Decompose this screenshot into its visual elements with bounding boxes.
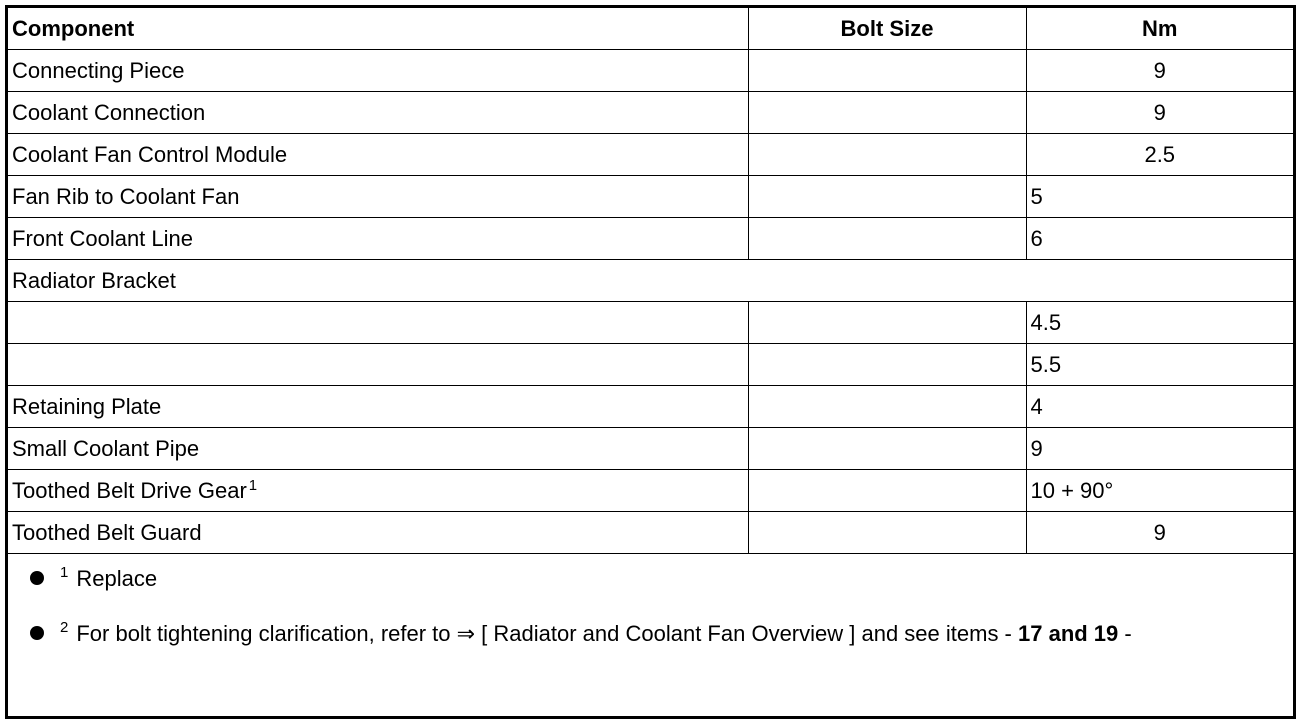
cell-component [8,302,748,344]
cell-nm: 9 [1026,512,1293,554]
cell-nm: 4.5 [1026,302,1293,344]
cell-bolt-size [748,50,1026,92]
cell-nm: 9 [1026,50,1293,92]
cell-component: Small Coolant Pipe [8,428,748,470]
cell-nm: 5.5 [1026,344,1293,386]
footnote-items-bold: 17 and 19 [1018,621,1119,646]
cell-bolt-size [748,470,1026,512]
cell-bolt-size [748,344,1026,386]
cell-nm: 5 [1026,176,1293,218]
cell-component: Radiator Bracket [8,260,1293,302]
cell-bolt-size [748,134,1026,176]
header-bolt-size: Bolt Size [748,8,1026,50]
cell-nm: 6 [1026,218,1293,260]
cell-component [8,470,748,512]
footnote-item [30,621,1132,647]
cell-component: Fan Rib to Coolant Fan [8,176,748,218]
footnote-marker: 1 [248,476,258,494]
table-row [8,50,1293,92]
cell-bolt-size [748,218,1026,260]
footnotes [8,554,1293,708]
footnote-number: 2 [60,619,69,636]
header-nm: Nm [1026,8,1293,50]
table-row [8,428,1293,470]
cell-nm: 4 [1026,386,1293,428]
table-row [8,218,1293,260]
cell-bolt-size [748,386,1026,428]
cell-component: Retaining Plate [8,386,748,428]
cell-nm: 9 [1026,428,1293,470]
footnote-text: Replace [76,566,158,591]
bullet-icon [30,626,44,640]
table-row [8,176,1293,218]
cell-bolt-size [748,302,1026,344]
cell-bolt-size [748,176,1026,218]
cell-component [8,344,748,386]
cell-component: Coolant Fan Control Module [8,134,748,176]
table-row [8,302,1293,344]
component-label: Toothed Belt Drive Gear [12,477,247,503]
footnote-item [30,566,157,592]
bullet-icon [30,571,44,585]
torque-spec-sheet [5,5,1296,719]
table-row [8,344,1293,386]
cell-nm: 2.5 [1026,134,1293,176]
header-component: Component [8,8,748,50]
footnote-text: For bolt tightening clarification, refer to ⇒ [ Radiator and Coolant Fan Overview ] and see items - [76,621,1018,646]
table-row [8,512,1293,554]
table-row [8,386,1293,428]
cell-bolt-size [748,428,1026,470]
torque-table [8,8,1293,554]
cell-bolt-size [748,92,1026,134]
cell-nm: 9 [1026,92,1293,134]
cell-bolt-size [748,512,1026,554]
table-row-group-heading [8,260,1293,302]
table-row [8,470,1293,512]
footnote-text-end: - [1118,621,1132,646]
cell-component: Connecting Piece [8,50,748,92]
table-header-row [8,8,1293,50]
cell-component: Front Coolant Line [8,218,748,260]
cell-nm: 10 + 90° [1026,470,1293,512]
table-row [8,92,1293,134]
table-row [8,134,1293,176]
footnote-number: 1 [60,564,69,581]
cell-component: Toothed Belt Guard [8,512,748,554]
cell-component: Coolant Connection [8,92,748,134]
